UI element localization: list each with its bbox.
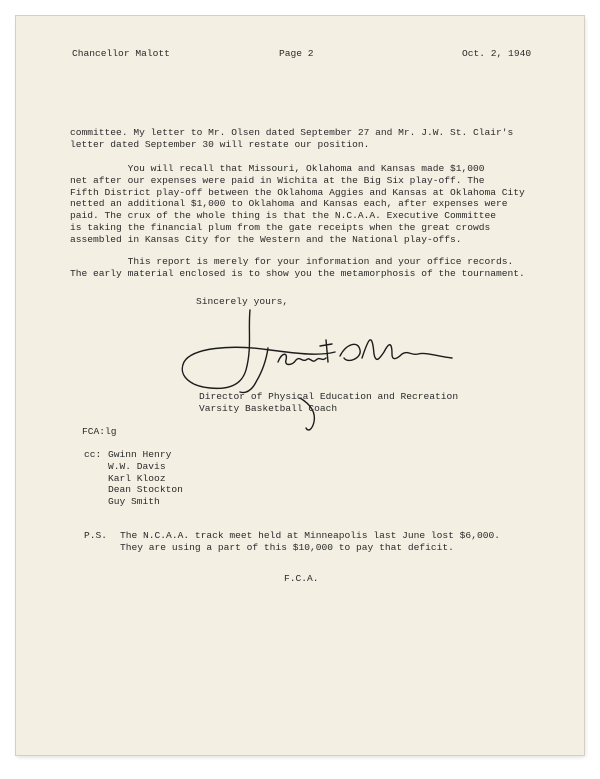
header-recipient: Chancellor Malott <box>72 48 170 59</box>
cc-item: Dean Stockton <box>108 484 183 496</box>
title-line-2: Varsity Basketball Coach <box>199 403 338 414</box>
postscript <box>120 530 500 554</box>
header-page-number: Page 2 <box>279 48 314 59</box>
paragraph-2 <box>70 163 525 246</box>
paragraph-line: assembled in Kansas City for the Western and the National play-offs. <box>70 233 462 245</box>
paragraph-line: You will recall that Missouri, Oklahoma and Kansas made $1,000 <box>70 163 485 174</box>
paragraph-line: committee. My letter to Mr. Olsen dated September 27 and Mr. J.W. St. Clair's <box>70 127 514 138</box>
paragraph-line: Fifth District play-off between the Oklahoma Aggies and Kansas at Oklahoma City <box>70 186 525 198</box>
closing: Sincerely yours, <box>196 296 289 307</box>
signature <box>170 300 470 440</box>
header-date: Oct. 2, 1940 <box>462 48 532 59</box>
paragraph-line: paid. The crux of the whole thing is that the N.C.A.A. Executive Committee <box>70 210 497 222</box>
paragraph-3 <box>70 256 525 280</box>
cc-label: cc: <box>84 449 102 460</box>
ps-line: They are using a part of this $10,000 to pay that deficit. <box>120 541 454 553</box>
paragraph-line: net after our expenses were paid in Wichita at the Big Six play-off. The <box>70 174 485 186</box>
signature-mark <box>170 300 470 440</box>
cc-item: W.W. Davis <box>108 460 166 472</box>
paragraph-line: The early material enclosed is to show you the metamorphosis of the tournament. <box>70 267 525 279</box>
paragraph-1 <box>70 127 514 151</box>
paragraph-line: netted an additional $1,000 to Oklahoma and Kansas each, after expenses were <box>70 198 508 210</box>
paragraph-line: is taking the financial plum from the gate receipts when the great crowds <box>70 221 491 233</box>
title-line-1: Director of Physical Education and Recreation <box>199 391 459 402</box>
paragraph-line: letter dated September 30 will restate our position. <box>70 138 370 150</box>
ps-line: The N.C.A.A. track meet held at Minneapolis last June lost $6,000. <box>120 530 500 541</box>
paragraph-line: This report is merely for your information and your office records. <box>70 256 514 267</box>
cc-item: Gwinn Henry <box>108 449 172 460</box>
footer-initials: F.C.A. <box>284 573 319 584</box>
cc-item: Guy Smith <box>108 496 160 508</box>
ps-label: P.S. <box>84 530 108 541</box>
cc-item: Karl Klooz <box>108 472 166 484</box>
cc-list <box>108 449 183 508</box>
typist-initials: FCA:lg <box>82 426 117 437</box>
